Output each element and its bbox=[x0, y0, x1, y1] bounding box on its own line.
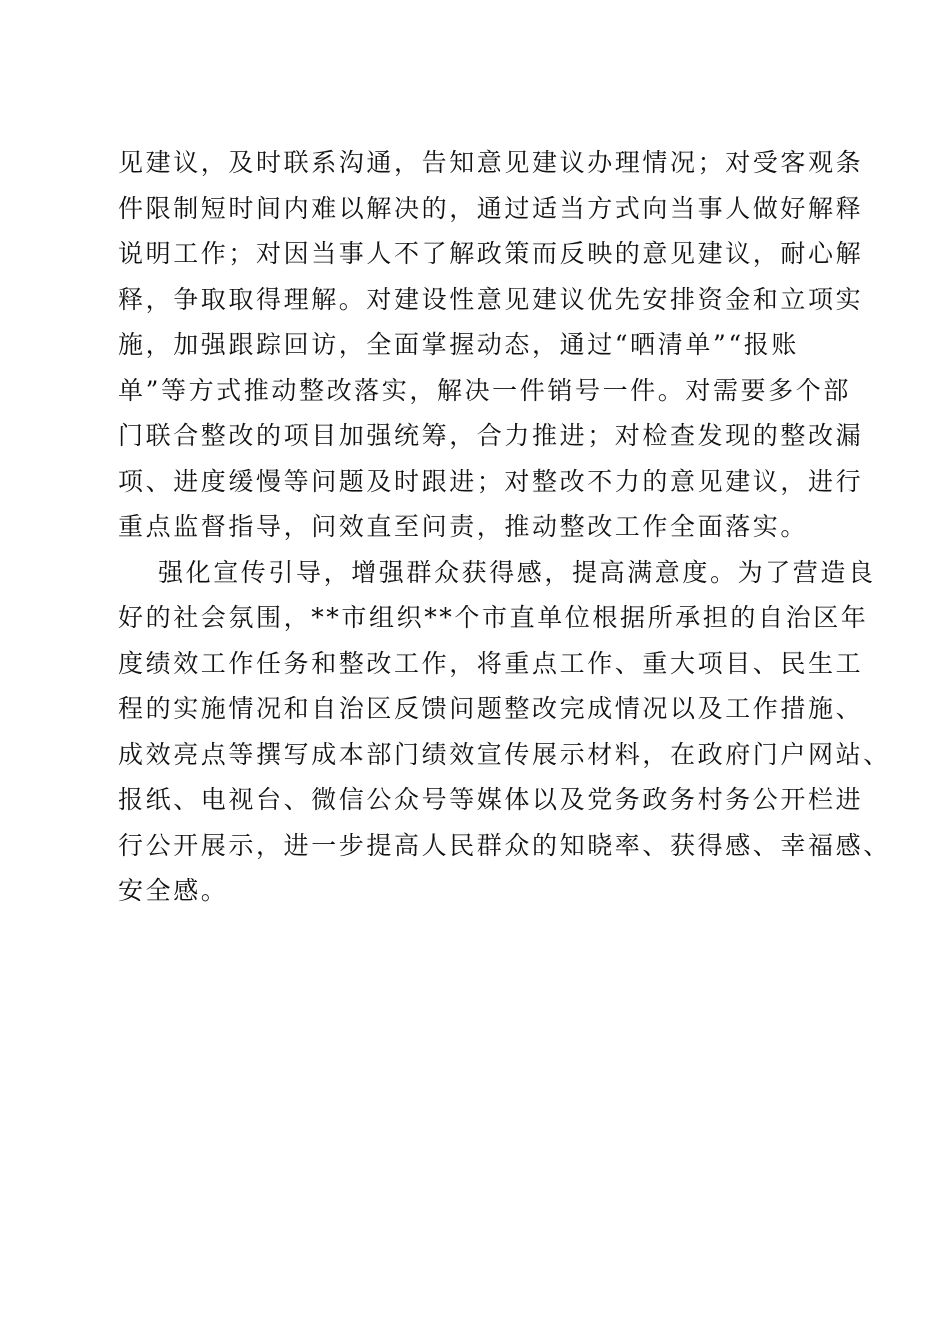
text-line: 件限制短时间内难以解决的，通过适当方式向当事人做好解释 bbox=[118, 193, 864, 223]
text-line: 好的社会氛围，**市组织**个市直单位根据所承担的自治区年 bbox=[118, 603, 869, 632]
text-line: 施，加强跟踪回访，全面掌握动态，通过“晒清单”“报账 bbox=[118, 330, 799, 359]
text-line: 说明工作；对因当事人不了解政策而反映的意见建议，耐心解 bbox=[118, 239, 864, 268]
text-line: 行公开展示，进一步提高人民群众的知晓率、获得感、幸福感、 bbox=[118, 830, 891, 860]
text-line: 见建议，及时联系沟通，告知意见建议办理情况；对受客观条 bbox=[118, 148, 864, 177]
document-page bbox=[118, 140, 891, 914]
text-line: 安全感。 bbox=[118, 876, 229, 905]
text-line: 项、进度缓慢等问题及时跟进；对整改不力的意见建议，进行 bbox=[118, 466, 864, 496]
text-line: 程的实施情况和自治区反馈问题整改完成情况以及工作措施、 bbox=[118, 694, 864, 723]
text-line: 度绩效工作任务和整改工作，将重点工作、重大项目、民生工 bbox=[118, 648, 864, 678]
text-line: 重点监督指导，问效直至问责，推动整改工作全面落实。 bbox=[118, 512, 809, 541]
text-line: 成效亮点等撰写成本部门绩效宣传展示材料，在政府门户网站、 bbox=[118, 739, 891, 769]
text-line: 释，争取取得理解。对建设性意见建议优先安排资金和立项实 bbox=[118, 284, 864, 314]
paragraph-1 bbox=[118, 140, 864, 550]
paragraph-2 bbox=[118, 550, 891, 914]
text-line: 强化宣传引导，增强群众获得感，提高满意度。为了营造良 bbox=[158, 557, 876, 587]
text-line: 报纸、电视台、微信公众号等媒体以及党务政务村务公开栏进 bbox=[118, 785, 864, 814]
text-line: 单”等方式推动整改落实，解决一件销号一件。对需要多个部 bbox=[118, 375, 851, 405]
text-line: 门联合整改的项目加强统筹，合力推进；对检查发现的整改漏 bbox=[118, 421, 864, 450]
